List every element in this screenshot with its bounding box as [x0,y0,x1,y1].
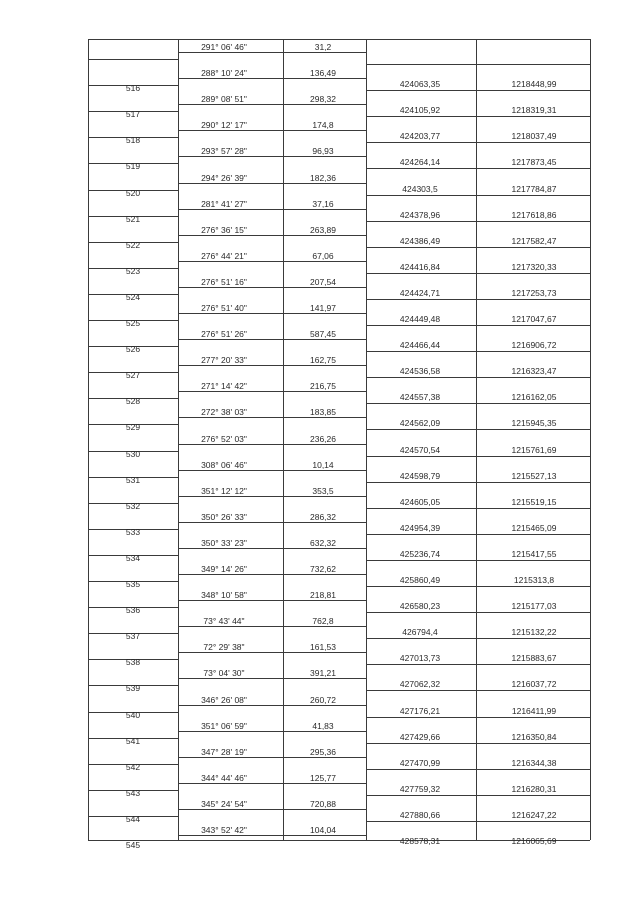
row-separator [178,156,366,157]
x-coordinate-cell: 427013,73 [399,653,441,664]
direction-angle-cell: 272° 38' 03" [201,407,247,418]
x-coordinate-cell: 424063,35 [399,79,441,90]
row-separator [178,183,366,184]
x-coordinate-cell: 424954,39 [399,522,441,533]
point-number-cell: 538 [125,657,141,668]
row-separator [366,142,590,143]
line-length-cell: 162,75 [310,355,336,366]
line-length-cell: 207,54 [310,276,336,287]
line-length-cell: 286,32 [310,511,336,522]
line-length-cell: 125,77 [310,772,336,783]
y-coordinate-cell: 1215177,03 [511,601,557,612]
line-length-cell: 183,85 [310,407,336,418]
point-number-cell: 522 [125,239,141,250]
row-separator [178,130,366,131]
direction-angle-cell: 277° 20' 33" [201,355,247,366]
point-number-cell: 534 [125,552,141,563]
row-separator [366,586,590,587]
row-separator [366,717,590,718]
row-separator [366,429,590,430]
y-coordinate-cell: 1215132,22 [511,627,557,638]
y-coordinate-cell: 1216162,05 [511,392,557,403]
line-length-cell: 391,21 [310,668,336,679]
direction-angle-cell: 351° 12' 12" [201,485,247,496]
point-number-cell: 531 [125,474,141,485]
x-coordinate-cell: 425860,49 [399,575,441,585]
x-coordinate-cell: 424416,84 [399,261,441,272]
y-coordinate-cell: 1217784,87 [511,183,557,194]
line-length-cell: 720,88 [310,798,336,809]
y-coordinate-cell: 1217873,45 [511,157,557,168]
y-coordinate-cell: 1216247,22 [511,809,557,820]
column-border [178,39,179,840]
line-length-cell: 136,49 [310,68,336,79]
point-number-cell: 518 [125,135,141,146]
row-separator [178,600,366,601]
direction-angle-cell: 291° 06' 46" [201,42,247,52]
row-separator [366,299,590,300]
row-separator [366,273,590,274]
y-coordinate-cell: 1215313,8 [513,575,555,585]
x-coordinate-cell: 424386,49 [399,235,441,246]
column-border [366,39,367,840]
direction-angle-cell: 288° 10' 24" [201,68,247,79]
y-coordinate-cell: 1215527,13 [511,470,557,481]
row-separator [366,377,590,378]
row-separator [366,64,590,65]
point-number-cell: 516 [125,83,141,94]
line-length-cell: 141,97 [310,303,336,313]
point-number-cell: 529 [125,422,141,433]
direction-angle-cell: 281° 41' 27" [201,198,247,209]
point-number-cell: 532 [125,500,141,511]
direction-angle-cell: 350° 33' 23" [201,537,247,548]
row-separator [178,835,366,836]
row-separator [178,522,366,523]
direction-angle-cell: 276° 51' 40" [201,303,247,313]
row-separator [366,612,590,613]
row-separator [366,638,590,639]
row-separator [178,417,366,418]
direction-angle-cell: 346° 26' 08" [201,694,247,705]
direction-angle-cell: 276° 44' 21" [201,250,247,261]
x-coordinate-cell: 426580,23 [399,601,441,612]
y-coordinate-cell: 1218319,31 [511,105,557,116]
line-length-cell: 298,32 [310,94,336,105]
row-separator [178,705,366,706]
point-number-cell: 537 [125,631,141,642]
x-coordinate-cell: 427880,66 [399,809,441,820]
direction-angle-cell: 347° 28' 19" [201,746,247,757]
x-coordinate-cell: 424264,14 [399,157,441,168]
point-number-cell: 536 [125,605,141,616]
direction-angle-cell: 343° 52' 42" [201,825,247,835]
line-length-cell: 41,83 [312,720,334,731]
line-length-cell: 161,53 [310,642,336,653]
direction-angle-cell: 276° 51' 16" [201,276,247,287]
point-number-cell: 525 [125,318,141,328]
x-coordinate-cell: 424466,44 [399,340,441,351]
row-separator [366,821,590,822]
row-separator [366,664,590,665]
y-coordinate-cell: 1216350,84 [511,731,557,742]
row-separator [178,548,366,549]
row-separator [366,168,590,169]
row-separator [178,261,366,262]
row-separator [178,235,366,236]
y-coordinate-cell: 1215883,67 [511,653,557,664]
direction-angle-cell: 294° 26' 39" [201,172,247,183]
point-number-cell: 528 [125,396,141,407]
point-number-cell: 543 [125,787,141,798]
row-separator [88,59,178,60]
row-separator [178,313,366,314]
y-coordinate-cell: 1217047,67 [511,314,557,324]
point-number-cell: 520 [125,187,141,198]
x-coordinate-cell: 424449,48 [399,314,441,324]
y-coordinate-cell: 1216323,47 [511,366,557,377]
x-coordinate-cell: 427176,21 [399,705,441,716]
x-coordinate-cell: 424570,54 [399,444,441,455]
line-length-cell: 762,8 [312,616,334,627]
line-length-cell: 353,5 [312,485,334,496]
direction-angle-cell: 348° 10' 58" [201,590,247,601]
x-coordinate-cell: 424424,71 [399,287,441,298]
x-coordinate-cell: 427759,32 [399,783,441,794]
x-coordinate-cell: 424105,92 [399,105,441,116]
row-separator [178,209,366,210]
row-separator [178,391,366,392]
point-number-cell: 535 [125,579,141,589]
direction-angle-cell: 350° 26' 33" [201,511,247,522]
row-separator [178,757,366,758]
y-coordinate-cell: 1216037,72 [511,679,557,690]
direction-angle-cell: 344° 44' 46" [201,772,247,783]
x-coordinate-cell: 424562,09 [399,418,441,429]
direction-angle-cell: 351° 06' 59" [201,720,247,731]
row-separator [366,769,590,770]
point-number-cell: 544 [125,813,141,824]
direction-angle-cell: 73° 43' 44" [203,616,245,627]
y-coordinate-cell: 1216411,99 [511,705,557,716]
x-coordinate-cell: 424605,05 [399,496,441,507]
row-separator [366,795,590,796]
y-coordinate-cell: 1215417,55 [511,548,557,559]
y-coordinate-cell: 1215761,69 [511,444,557,455]
column-border [283,39,284,840]
line-length-cell: 10,14 [312,459,334,470]
y-coordinate-cell: 1218448,99 [511,79,557,90]
row-separator [366,743,590,744]
line-length-cell: 31,2 [314,42,332,52]
row-separator [178,652,366,653]
row-separator [366,403,590,404]
x-coordinate-cell: 426794,4 [402,627,438,638]
row-separator [366,90,590,91]
row-separator [366,221,590,222]
direction-angle-cell: 349° 14' 26" [201,564,247,574]
x-coordinate-cell: 424203,77 [399,131,441,142]
direction-angle-cell: 345° 24' 54" [201,798,247,809]
point-number-cell: 526 [125,344,141,355]
row-separator [366,508,590,509]
direction-angle-cell: 276° 51' 26" [201,329,247,340]
row-separator [366,116,590,117]
point-number-cell: 521 [125,213,141,224]
y-coordinate-cell: 1217320,33 [511,261,557,272]
direction-angle-cell: 308° 06' 46" [201,459,247,470]
x-coordinate-cell: 427062,32 [399,679,441,690]
direction-angle-cell: 289° 08' 51" [201,94,247,105]
point-number-cell: 519 [125,161,141,172]
column-border [88,39,89,840]
row-separator [178,496,366,497]
direction-angle-cell: 72° 29' 38" [203,642,245,653]
direction-angle-cell: 73° 04' 30" [203,668,245,679]
column-border [476,39,477,840]
direction-angle-cell: 271° 14' 42" [201,381,247,392]
row-separator [366,247,590,248]
y-coordinate-cell: 1215465,09 [511,522,557,533]
x-coordinate-cell: 424536,58 [399,366,441,377]
row-separator [178,339,366,340]
row-separator [366,690,590,691]
row-separator [366,560,590,561]
line-length-cell: 104,04 [310,825,336,835]
row-separator [366,351,590,352]
line-length-cell: 67,06 [312,250,334,261]
line-length-cell: 295,36 [310,746,336,757]
point-number-cell: 530 [125,448,141,459]
direction-angle-cell: 290° 12' 17" [201,120,247,131]
x-coordinate-cell: 427470,99 [399,757,441,768]
point-number-cell: 533 [125,526,141,537]
line-length-cell: 96,93 [312,146,334,157]
row-separator [178,731,366,732]
point-number-cell: 527 [125,370,141,381]
row-separator [178,626,366,627]
row-separator [178,809,366,810]
line-length-cell: 37,16 [312,198,334,209]
row-separator [366,195,590,196]
point-number-cell: 542 [125,761,141,772]
line-length-cell: 260,72 [310,694,336,705]
row-separator [178,444,366,445]
y-coordinate-cell: 1216344,38 [511,757,557,768]
row-separator [178,678,366,679]
x-coordinate-cell: 424598,79 [399,470,441,481]
row-separator [178,52,366,53]
point-number-cell: 541 [125,735,141,746]
y-coordinate-cell: 1215945,35 [511,418,557,429]
y-coordinate-cell: 1216280,31 [511,783,557,794]
line-length-cell: 174,8 [312,120,334,131]
row-separator [178,574,366,575]
point-number-cell: 540 [125,709,141,720]
table-top-border [88,39,590,40]
row-separator [178,287,366,288]
x-coordinate-cell: 427429,66 [399,731,441,742]
x-coordinate-cell: 424378,96 [399,209,441,220]
row-separator [178,104,366,105]
point-number-cell: 539 [125,683,141,694]
x-coordinate-cell: 424303,5 [402,183,438,194]
point-number-cell: 523 [125,265,141,276]
column-border [590,39,591,840]
row-separator [366,534,590,535]
row-separator [178,783,366,784]
point-number-cell: 545 [125,840,141,850]
y-coordinate-cell: 1215519,15 [511,496,557,507]
line-length-cell: 632,32 [310,537,336,548]
line-length-cell: 732,62 [310,564,336,574]
y-coordinate-cell: 1216065,69 [511,836,557,846]
row-separator [366,482,590,483]
line-length-cell: 182,36 [310,172,336,183]
x-coordinate-cell: 424557,38 [399,392,441,403]
line-length-cell: 263,89 [310,224,336,235]
direction-angle-cell: 293° 57' 28" [201,146,247,157]
line-length-cell: 236,26 [310,433,336,444]
line-length-cell: 587,45 [310,329,336,340]
direction-angle-cell: 276° 52' 03" [201,433,247,444]
row-separator [366,456,590,457]
row-separator [178,470,366,471]
line-length-cell: 218,81 [310,590,336,601]
row-separator [178,365,366,366]
y-coordinate-cell: 1217582,47 [511,235,557,246]
point-number-cell: 524 [125,291,141,302]
row-separator [366,325,590,326]
y-coordinate-cell: 1216906,72 [511,340,557,351]
y-coordinate-cell: 1217618,86 [511,209,557,220]
x-coordinate-cell: 425236,74 [399,548,441,559]
point-number-cell: 517 [125,109,141,120]
y-coordinate-cell: 1218037,49 [511,131,557,142]
line-length-cell: 216,75 [310,381,336,392]
row-separator [178,78,366,79]
x-coordinate-cell: 428578,31 [399,836,441,846]
y-coordinate-cell: 1217253,73 [511,287,557,298]
direction-angle-cell: 276° 36' 15" [201,224,247,235]
